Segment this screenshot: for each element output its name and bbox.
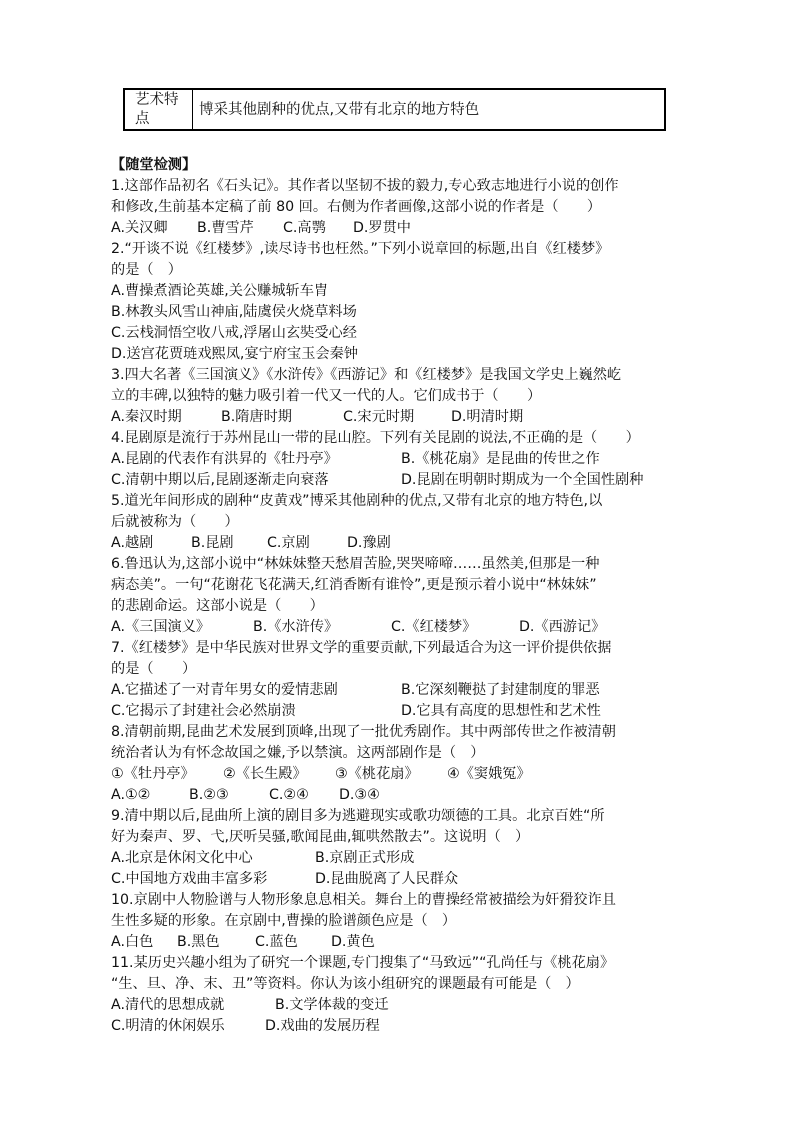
question-11 [111, 953, 711, 1037]
options-row [111, 848, 711, 869]
question-text: 3.四大名著《三国演义》《水浒传》《西游记》和《红楼梦》是我国文学史上巍然屹 [111, 367, 622, 383]
question-text: 病态美”。一句“花谢花飞花满天,红消香断有谁怜”,更是预示着小说中“林妹妹” [111, 577, 597, 593]
question-text: 的是（ ） [111, 661, 197, 677]
question-text: 8.清朝前期,昆曲艺术发展到顶峰,出现了一批优秀剧作。其中两部传世之作被清朝 [111, 724, 616, 740]
question-text: 立的丰碑,以独特的魅力吸引着一代又一代的人。它们成书于（ ） [111, 388, 542, 404]
option-c: C.②④ [269, 787, 309, 803]
option-d: D.《西游记》 [519, 619, 606, 635]
options-row [111, 533, 711, 554]
option-b: B.隋唐时期 [221, 409, 292, 425]
option-b: B.《水浒传》 [253, 619, 339, 635]
option-c: C.清朝中期以后,昆剧逐渐走向衰落 [111, 472, 329, 488]
option-b: B.它深刻鞭挞了封建制度的罪恶 [401, 682, 600, 698]
option-a: A.《三国演义》 [111, 619, 211, 635]
question-text: 和修改,生前基本定稿了前 80 回。右侧为作者画像,这部小说的作者是（ ） [111, 199, 602, 215]
option-c: C.它揭示了封建社会必然崩溃 [111, 703, 296, 719]
option-d: D.明清时期 [451, 409, 524, 425]
item-3: ③《桃花扇》 [335, 766, 419, 782]
option-c: C.京剧 [267, 535, 310, 551]
question-text: 7.《红楼梦》是中华民族对世界文学的重要贡献,下列最适合为这一评价提供依据 [111, 640, 612, 656]
option-d: D.黄色 [331, 934, 375, 950]
option-b: B.曹雪芹 [197, 220, 254, 236]
art-feature-table [123, 88, 666, 131]
question-text: 2.“开谈不说《红楼梦》,读尽诗书也枉然。”下列小说章回的标题,出自《红楼梦》 [111, 241, 610, 257]
question-text: 9.清中期以后,昆曲所上演的剧目多为逃避现实或歌功颂德的工具。北京百姓“所 [111, 808, 605, 824]
table-label-cell: 艺术特点 [125, 90, 193, 129]
options-row [111, 680, 711, 701]
question-text: 后就被称为（ ） [111, 514, 239, 530]
option-d: D.③④ [339, 787, 380, 803]
question-6 [111, 554, 711, 638]
options-row [111, 701, 711, 722]
question-text: 10.京剧中人物脸谱与人物形象息息相关。舞台上的曹操经常被描绘为奸猾狡诈且 [111, 892, 616, 908]
options-row [111, 470, 711, 491]
question-text: 好为秦声、罗、弋,厌听吴骚,歌闻昆曲,辄哄然散去”。这说明（ ） [111, 829, 530, 845]
option-b: B.京剧正式形成 [315, 850, 415, 866]
option-c: C.高鹗 [283, 220, 326, 236]
option-d: D.送宫花贾琏戏熙凤,宴宁府宝玉会秦钟 [111, 346, 358, 362]
question-3 [111, 365, 711, 428]
options-row [111, 1016, 711, 1037]
quiz-section [111, 155, 711, 1037]
options-row [111, 869, 711, 890]
question-text: 生性多疑的形象。在京剧中,曹操的脸谱颜色应是（ ） [111, 913, 457, 929]
options-row [111, 932, 711, 953]
option-b: B.②③ [189, 787, 229, 803]
option-a: A.昆剧的代表作有洪昇的《牡丹亭》 [111, 451, 338, 467]
question-text: 的悲剧命运。这部小说是（ ） [111, 598, 324, 614]
option-b: B.黑色 [177, 934, 220, 950]
option-c: C.中国地方戏曲丰富多彩 [111, 871, 268, 887]
question-1 [111, 176, 711, 239]
option-b: B.文学体裁的变迁 [275, 997, 389, 1013]
table-value-cell: 博采其他剧种的优点,又带有北京的地方特色 [199, 102, 480, 118]
question-5 [111, 491, 711, 554]
question-text: 的是（ ） [111, 262, 182, 278]
items-row [111, 764, 711, 785]
option-d: D.罗贯中 [353, 220, 411, 236]
option-d: D.戏曲的发展历程 [265, 1018, 380, 1034]
item-2: ②《长生殿》 [223, 766, 307, 782]
options-row [111, 218, 711, 239]
question-text: 11.某历史兴趣小组为了研究一个课题,专门搜集了“马致远”“孔尚任与《桃花扇》 [111, 955, 615, 971]
option-a: A.白色 [111, 934, 154, 950]
item-4: ④《窦娥冤》 [447, 766, 531, 782]
options-row [111, 449, 711, 470]
option-b: B.昆剧 [191, 535, 234, 551]
option-b: B.林教头风雪山神庙,陆虞侯火烧草料场 [111, 304, 357, 320]
option-c: C.宋元时期 [343, 409, 415, 425]
option-a: A.曹操煮酒论英雄,关公赚城斩车胄 [111, 283, 329, 299]
option-c: C.蓝色 [255, 934, 298, 950]
question-text: 1.这部作品初名《石头记》。其作者以坚韧不拔的毅力,专心致志地进行小说的创作 [111, 178, 619, 194]
question-4 [111, 428, 711, 491]
question-text: 4.昆剧原是流行于苏州昆山一带的昆山腔。下列有关昆剧的说法,不正确的是（ ） [111, 430, 640, 446]
option-a: A.清代的思想成就 [111, 997, 225, 1013]
question-text: 6.鲁迅认为,这部小说中“林妹妹整天愁眉苦脸,哭哭啼啼……虽然美,但那是一种 [111, 556, 600, 572]
option-d: D.它具有高度的思想性和艺术性 [401, 703, 601, 719]
option-c: C.云栈洞悟空收八戒,浮屠山玄奘受心经 [111, 325, 357, 341]
options-row [111, 785, 711, 806]
option-a: A.越剧 [111, 535, 154, 551]
option-a: A.秦汉时期 [111, 409, 182, 425]
options-row [111, 995, 711, 1016]
question-text: “生、旦、净、末、丑”等资料。你认为该小组研究的课题最有可能是（ ） [111, 976, 580, 992]
question-text: 5.道光年间形成的剧种“皮黄戏”博采其他剧种的优点,又带有北京的地方特色,以 [111, 493, 603, 509]
question-text: 统治者认为有怀念故国之嫌,予以禁演。这两部剧作是（ ） [111, 745, 485, 761]
question-2 [111, 239, 711, 365]
item-1: ①《牡丹亭》 [111, 766, 195, 782]
option-d: D.昆曲脱离了人民群众 [315, 871, 459, 887]
option-c: C.《红楼梦》 [391, 619, 477, 635]
question-10 [111, 890, 711, 953]
option-a: A.它描述了一对青年男女的爱情悲剧 [111, 682, 338, 698]
question-8 [111, 722, 711, 806]
option-a: A.关汉卿 [111, 220, 168, 236]
question-9 [111, 806, 711, 890]
option-b: B.《桃花扇》是昆曲的传世之作 [401, 451, 600, 467]
question-7 [111, 638, 711, 722]
option-d: D.豫剧 [347, 535, 391, 551]
option-a: A.北京是休闲文化中心 [111, 850, 253, 866]
option-c: C.明清的休闲娱乐 [111, 1018, 225, 1034]
section-title: 【随堂检测】 [111, 157, 197, 173]
options-row [111, 617, 711, 638]
option-d: D.昆剧在明朝时期成为一个全国性剧种 [401, 472, 644, 488]
option-a: A.①② [111, 787, 151, 803]
options-row [111, 407, 711, 428]
